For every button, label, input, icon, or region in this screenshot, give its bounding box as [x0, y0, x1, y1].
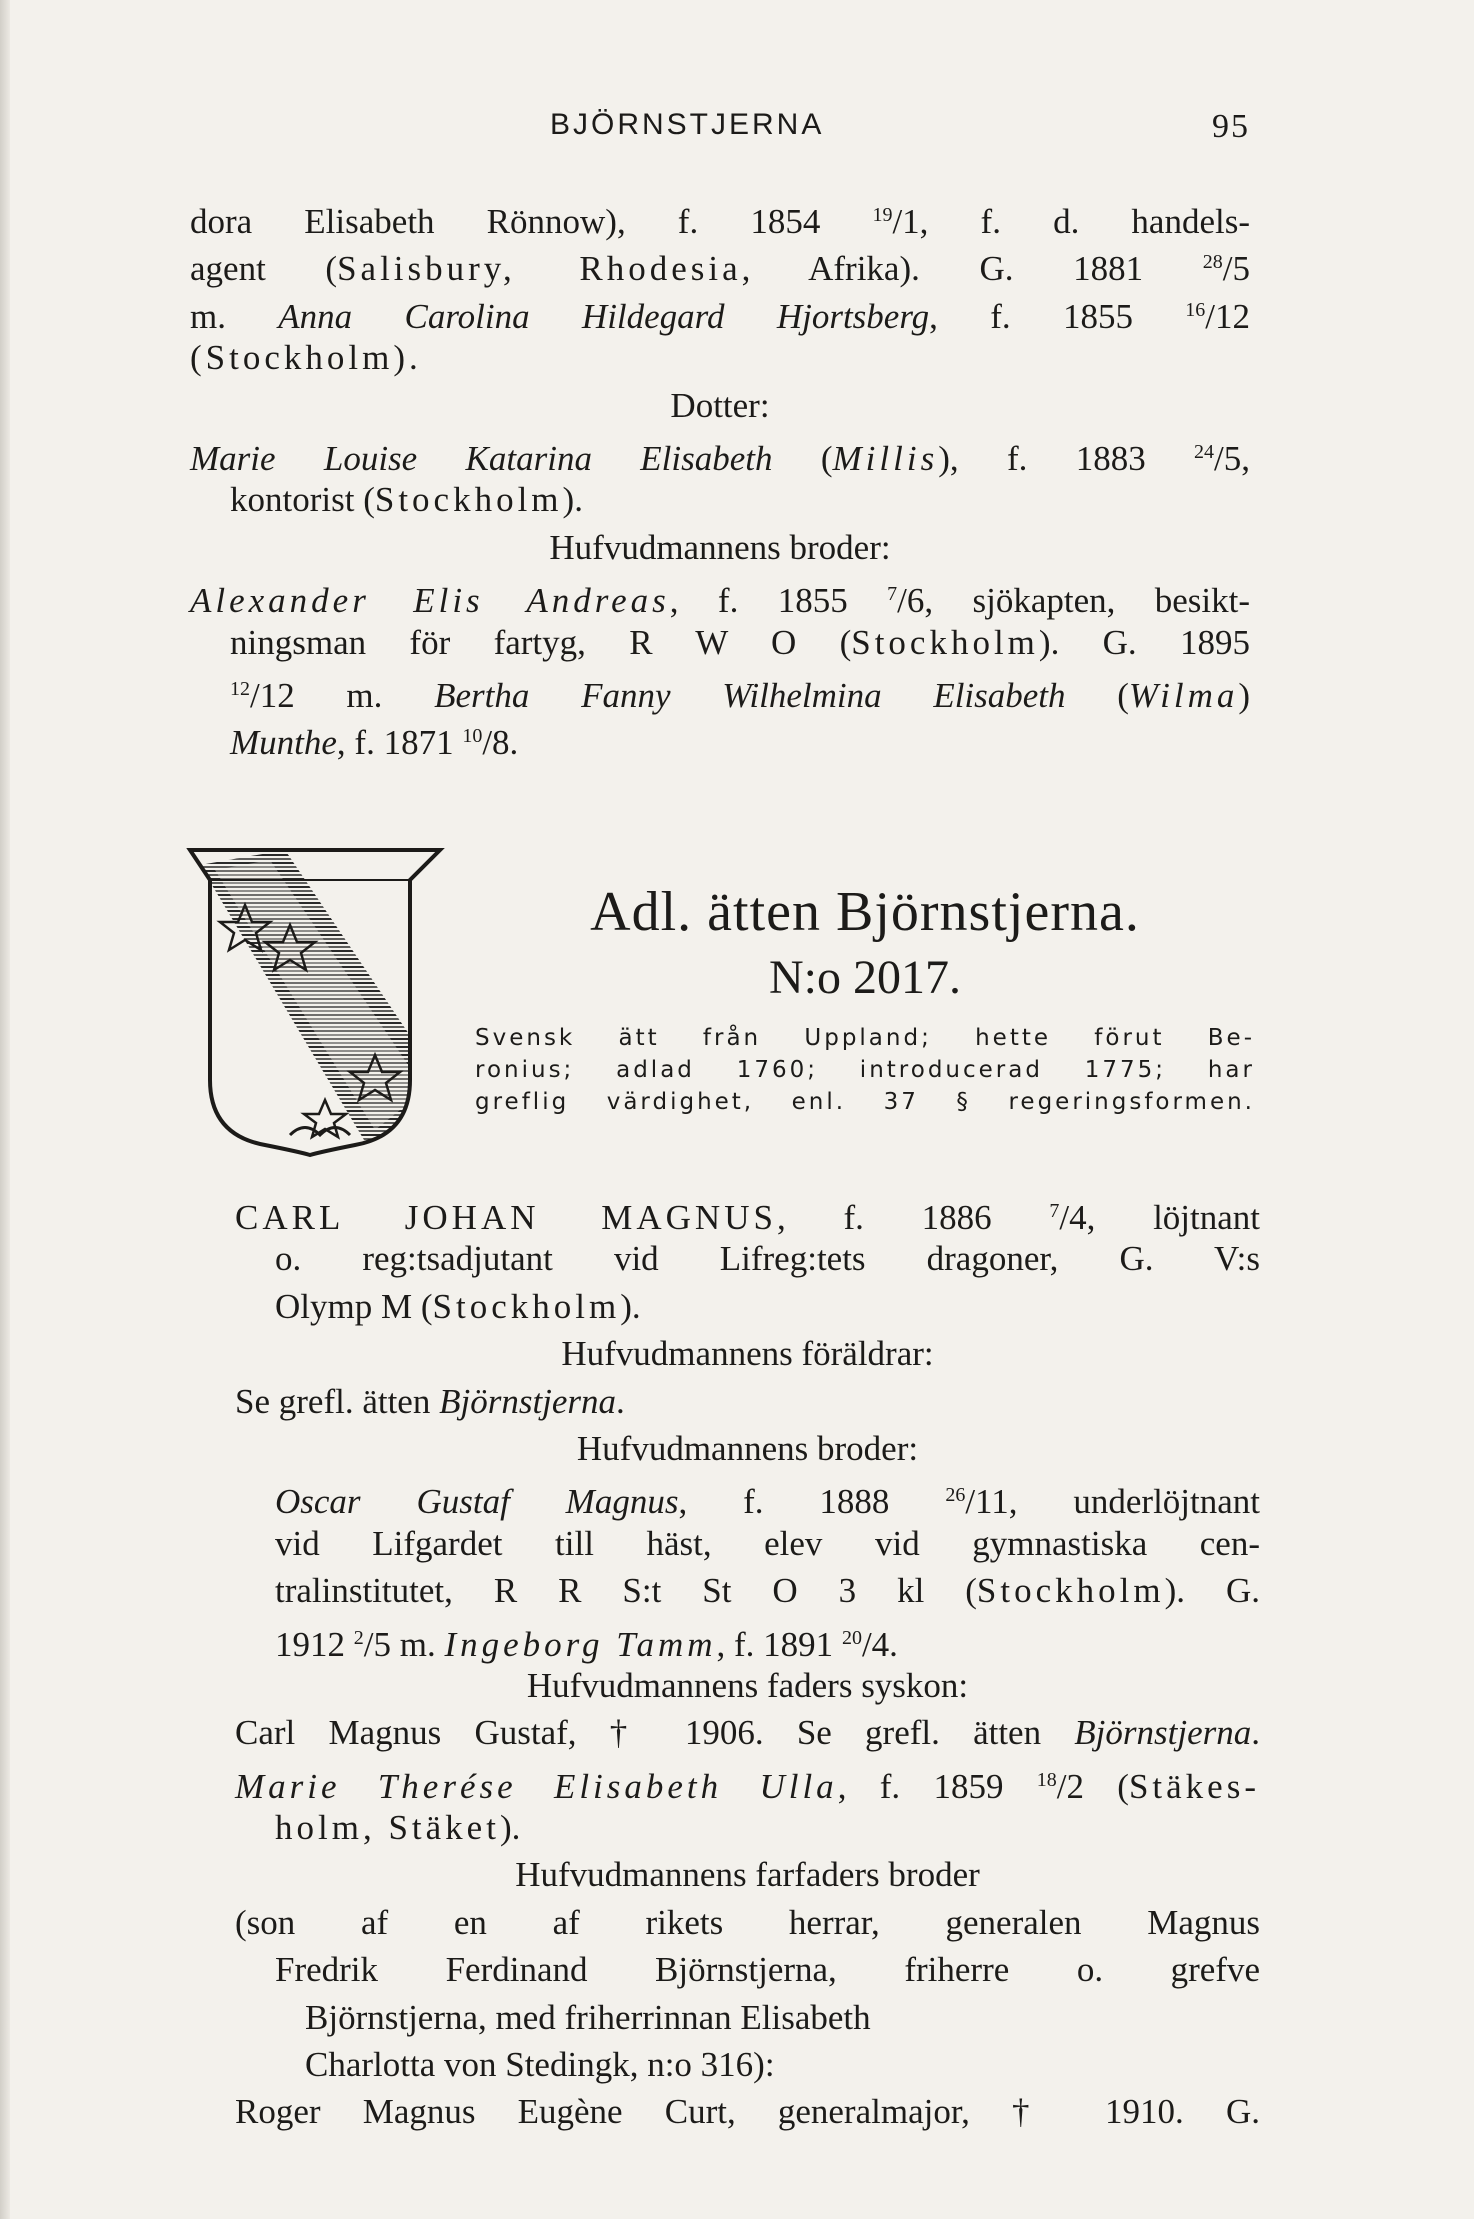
page-number: 95 — [1212, 108, 1250, 145]
running-header — [180, 108, 1250, 148]
text-line: Se grefl. ätten Björnstjerna. — [235, 1381, 625, 1421]
section-label-farfader: Hufvudmannens farfaders broder — [515, 1855, 980, 1895]
section-label-broder: Hufvudmannens broder: — [576, 1428, 919, 1468]
text-line: Carl Magnus Gustaf, † 1906. Se grefl. ätten Björnstjerna. — [235, 1713, 1260, 1753]
description-line: greflig värdighet, enl. 37 § regeringsformen. — [475, 1089, 1255, 1115]
text-line: Alexander Elis Andreas, f. 1855 $^7$/6, sjökapten, besikt- — [190, 581, 1251, 621]
text-line: o. reg:tsadjutant vid Lifreg:tets dragoner, G. V:s — [275, 1239, 1260, 1279]
page-edge — [0, 0, 10, 2219]
family-number: N:o 2017. — [769, 951, 961, 1004]
entry-continuation — [190, 192, 1250, 761]
section-label-broder: Hufvudmannens broder: — [549, 527, 891, 567]
text-line: vid Lifgardet till häst, elev vid gymnastiska cen- — [275, 1523, 1260, 1563]
text-line: Oscar Gustaf Magnus, f. 1888 $^{26}$/11, underlöjtnant — [275, 1482, 1261, 1522]
family-description — [475, 1022, 1255, 1118]
text-line: ningsman för fartyg, R W O (Stockholm). G. 1895 — [230, 622, 1251, 662]
text-line: $^{12}$/12 m. Bertha Fanny Wilhelmina Elisabeth (Wilma) — [230, 675, 1250, 715]
description-line: Svensk ätt från Uppland; hette förut Be- — [475, 1025, 1255, 1051]
description-line: ronius; adlad 1760; introducerad 1775; har — [475, 1057, 1255, 1083]
text-line: tralinstitutet, R R S:t St O 3 kl (Stockholm). G. — [275, 1571, 1260, 1611]
text-line: agent (Salisbury, Rhodesia, Afrika). G. 1881 $^{28}$/5 — [190, 249, 1250, 289]
text-line: Fredrik Ferdinand Björnstjerna, friherre o. grefve — [275, 1950, 1260, 1990]
family-entry — [235, 1188, 1260, 2136]
text-line: (son af en af rikets herrar, generalen Magnus — [235, 1902, 1260, 1942]
family-title: Adl. ätten Björnstjerna. — [590, 881, 1140, 943]
coat-of-arms-shield — [160, 830, 460, 1160]
text-line: 1912 $^2$/5 m. Ingeborg Tamm, f. 1891 $^{20}$/4. — [275, 1624, 898, 1664]
text-line: CARL JOHAN MAGNUS, f. 1886 $^7$/4, löjtnant — [235, 1198, 1260, 1237]
text-line: Munthe, f. 1871 $^{10}$/8. — [230, 723, 519, 763]
text-line: dora Elisabeth Rönnow), f. 1854 $^{19}$/1, f. d. handels- — [190, 202, 1250, 241]
text-line: m. Anna Carolina Hildegard Hjortsberg, f. 1855 $^{16}$/12 — [190, 296, 1250, 336]
header-title: BJÖRNSTJERNA — [550, 108, 825, 141]
text-line: Olymp M (Stockholm). — [275, 1286, 641, 1326]
text-line: Charlotta von Stedingk, n:o 316): — [305, 2045, 775, 2085]
section-label-dotter: Dotter: — [670, 385, 770, 425]
text-line: holm, Stäket). — [275, 1808, 521, 1848]
text-line: Roger Magnus Eugène Curt, generalmajor, † 1910. G. — [235, 2092, 1260, 2132]
family-heading — [475, 880, 1255, 1118]
text-line: (Stockholm). — [190, 338, 422, 378]
text-line: Björnstjerna, med friherrinnan Elisabeth — [305, 1997, 871, 2037]
section-label-foraldrar: Hufvudmannens föräldrar: — [561, 1334, 934, 1374]
section-label-syskon: Hufvudmannens faders syskon: — [526, 1665, 969, 1705]
text-line: Marie Louise Katarina Elisabeth (Millis), f. 1883 $^{24}$/5, — [190, 438, 1251, 478]
text-line: kontorist (Stockholm). — [230, 480, 583, 520]
text-line: Marie Therése Elisabeth Ulla, f. 1859 $^{18}$/2 (Stäkes- — [235, 1766, 1260, 1806]
